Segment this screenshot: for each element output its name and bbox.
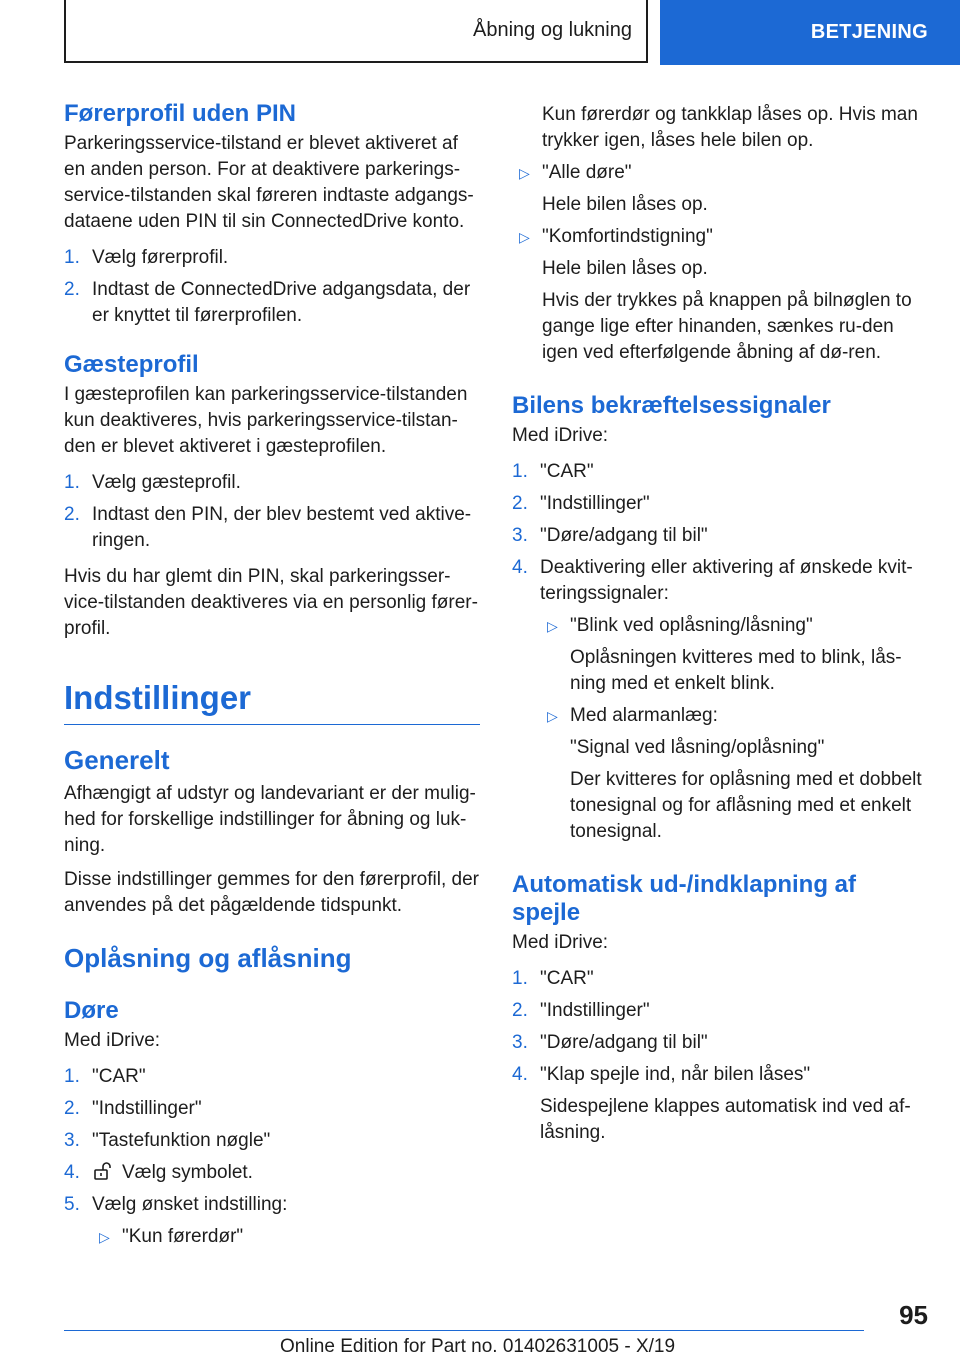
list-item [64,1064,480,1090]
step-text: "Klap spejle ind, når bilen låses" [540,1064,811,1085]
step-text: "Indstillinger" [540,493,650,514]
paragraph: Med iDrive: [512,932,609,953]
option-desc: Kun førerdør og tankklap låses op. Hvis man trykker igen, låses hele bilen op. [542,104,918,151]
unlock-icon [92,1161,112,1181]
step-text: "Indstillinger" [540,1000,650,1021]
steps-guest [64,470,480,554]
step-text: Vælg gæsteprofil. [92,472,241,493]
paragraph: Med iDrive: [64,1030,161,1051]
step-text: "Døre/adgang til bil" [540,1032,708,1053]
step-text: "CAR" [92,1066,146,1087]
option-item [512,160,928,186]
step-number: 1. [512,461,528,482]
heading-guest-profile: Gæsteprofil [64,351,199,378]
footer-divider [64,1330,864,1331]
step-text: "Indstillinger" [92,1098,202,1119]
right-column [512,102,928,1156]
step-number: 2. [512,493,528,514]
list-item [512,459,928,485]
step-number: 3. [64,1130,80,1151]
step-number: 2. [64,504,80,525]
triangle-bullet-icon: ▷ [519,229,530,245]
heading-general: Generelt [64,745,170,775]
list-item [64,1096,480,1122]
step-number: 1. [64,472,80,493]
page-number: 95 [899,1300,928,1330]
heading-doors: Døre [64,997,119,1024]
option-desc: Hele bilen låses op. [542,194,708,215]
steps-confirm [512,459,928,845]
heading-mirrors: Automatisk ud-/indklapning af spejle [512,871,857,926]
step-text: Vælg ønsket indstilling: [92,1194,288,1215]
option-item [92,1224,480,1250]
step-number: 1. [512,968,528,989]
chapter-title: BETJENING [810,21,928,43]
list-item [512,555,928,607]
list-item [512,1062,928,1088]
list-item [64,1192,480,1218]
step-text: Indtast den PIN, der blev bestemt ved aktive-ringen. [92,504,472,551]
step-text: "CAR" [540,461,594,482]
list-item [64,502,480,554]
heading-settings: Indstillinger [64,678,480,725]
steps-doors [64,1064,480,1250]
option-text: "Kun førerdør" [122,1226,244,1247]
heading-driver-profile: Førerprofil uden PIN [64,100,297,127]
steps-mirrors [512,966,928,1146]
triangle-bullet-icon: ▷ [99,1229,110,1245]
list-item [64,277,480,329]
list-item [512,491,928,517]
triangle-bullet-icon: ▷ [547,708,558,724]
list-item [512,998,928,1024]
step-number: 1. [64,1066,80,1087]
paragraph: Sidespejlene klappes automatisk ind ved af-låsning. [540,1096,911,1143]
section-title: Åbning og lukning [472,19,632,41]
option-text: "Komfortindstigning" [542,226,713,247]
option-item [540,613,928,639]
option-desc: Hvis der trykkes på knappen på bilnøglen to gange lige efter hinanden, sænkes ru-den igen ved efterfølgende åbning af dø-ren. [542,290,912,363]
heading-unlock: Oplåsning og aflåsning [64,943,352,973]
step-number: 2. [64,1098,80,1119]
steps-driver [64,245,480,329]
step-number: 5. [64,1194,80,1215]
paragraph: Parkeringsservice-tilstand er blevet aktiveret af en anden person. For at deaktivere parkerings-service-tilstanden skal føreren indtaste adgangs-dataene uden PIN til sin ConnectedDrive konto. [64,133,474,232]
option-desc: "Signal ved låsning/oplåsning" [570,737,825,758]
step-text-with-icon [92,1160,253,1186]
left-column [64,100,480,1260]
step-text: Vælg symbolet. [122,1162,253,1183]
step-number: 2. [64,279,80,300]
list-item [64,245,480,271]
paragraph: I gæsteprofilen kan parkeringsservice-tilstanden kun deaktiveres, hvis parkeringsservice-tilstan-den er blevet aktiveret i gæsteprofilen. [64,384,468,457]
list-item [64,470,480,496]
triangle-bullet-icon: ▷ [547,618,558,634]
step-text: Deaktivering eller aktivering af ønskede kvit-teringssignaler: [540,557,913,604]
option-item [540,703,928,729]
option-text: "Alle døre" [542,162,632,183]
step-number: 1. [64,247,80,268]
paragraph: Med iDrive: [512,425,609,446]
option-desc: Der kvitteres for oplåsning med et dobbelt tonesignal og for aflåsning med et enkelt tonesignal. [570,769,922,842]
sub-options [540,613,928,845]
list-item [64,1128,480,1154]
sub-options [92,1224,480,1250]
step-text: "CAR" [540,968,594,989]
step-number: 2. [512,1000,528,1021]
list-item [512,523,928,549]
footer-edition: Online Edition for Part no. 01402631005 - X/19 [280,1336,676,1357]
step-number: 4. [512,1064,528,1085]
list-item [64,1160,480,1186]
chapter-tab[interactable] [660,0,960,65]
list-item [512,966,928,992]
step-number: 3. [512,525,528,546]
step-number: 3. [512,1032,528,1053]
paragraph: Afhængigt af udstyr og landevariant er der mulig-hed for forskellige indstillinger for åbning og luk-ning. [64,783,476,856]
option-text: Med alarmanlæg: [570,705,718,726]
step-number: 4. [512,557,528,578]
paragraph: Disse indstillinger gemmes for den førerprofil, der anvendes på det pågældende tidspunkt. [64,869,479,916]
option-text: "Blink ved oplåsning/låsning" [570,615,813,636]
option-desc: Oplåsningen kvitteres med to blink, lås-ning med et enkelt blink. [570,647,902,694]
step-text: Indtast de ConnectedDrive adgangsdata, der er knyttet til førerprofilen. [92,279,471,326]
option-desc: Hele bilen låses op. [542,258,708,279]
list-item [512,1030,928,1056]
step-text: Vælg førerprofil. [92,247,229,268]
step-number: 4. [64,1162,80,1183]
paragraph: Hvis du har glemt din PIN, skal parkeringsser-vice-tilstanden deaktiveres via en personlig fører-profil. [64,566,478,639]
step-text: "Døre/adgang til bil" [540,525,708,546]
step-text: "Tastefunktion nøgle" [92,1130,271,1151]
section-header [64,0,648,63]
heading-confirm-signals: Bilens bekræftelsessignaler [512,392,831,419]
option-item [512,224,928,250]
triangle-bullet-icon: ▷ [519,165,530,181]
